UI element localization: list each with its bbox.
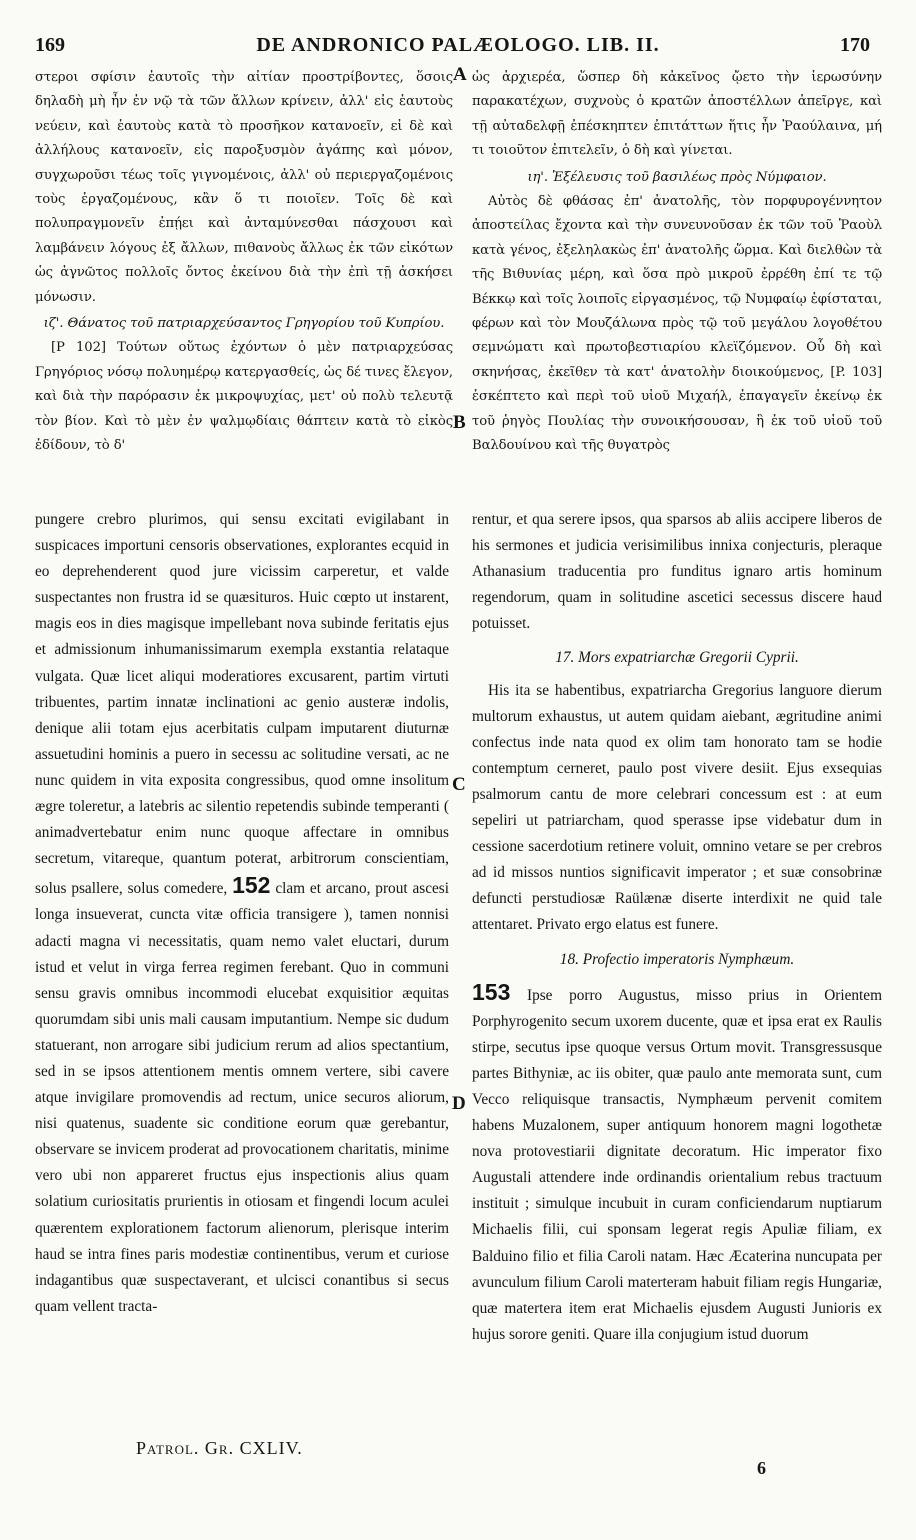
page-marker-153: 153 (472, 978, 511, 1005)
page-number-left: 169 (35, 34, 65, 56)
latin-left-paragraph (35, 507, 449, 1320)
latin-left-text-a: pungere crebro plurimos, qui sensu excitati evigilabant in suspicaces importuni censoris observationes, explorantes ecquid in eo deprehenderent quod jure vicissim carperetur, et valde suspectantes non frustra id se quæsituros. Huic cœpto ut instarent, magis eos in dies magisque impellebant nova subinde feritatis ejus et admissionum inhumanissimarum exempla exstantia relataque vulgata. Quæ licet aliqui moderatiores excusarent, partim virtuti tribuentes, partim innatæ inclinationi ac genio austeræ indolis, denique alii totam ejus acerbitatis culpam imputarent diuturnæ assuetudini hominis a puero in secessu ac solitudine versati, ac ne nunc quidem in vita exposita congressibus, quod omne insolitum ægre toleretur, a latebris ac silentio repetendis subinde temperanti ( animadvertebatur enim nunc quoque affectare in omnibus secretum, vitareque, quantum poterat, arbitrorum conscientiam, solus psallere, solus comedere, (35, 511, 449, 898)
margin-letter-c: C (452, 774, 466, 795)
latin-right-text: Ipse porro Augustus, misso prius in Orientem Porphyrogenito secum uxorem ducente, quæ et ipsa erat ex Raulis stirpe, secutus ipse quoque versus Ortum movit. Transgressusque partes Bithyniæ, ac iis obiter, quæ paulo ante memorata sunt, cum Vecco reliquisque transactis, Nymphæum pervenit comitem habens Muzalonem, super antiquum honorem magni logothetæ nova protovestiarii dignitate decoratum. Hic imperator fixo Augustali attendere inde ordinandis orientalium rebus tractuum instituit ; simulque incubuit in curam conficiendarum nuptiarum Michaelis filii, cui sponsam legerat regis Apuliæ filiam, ex Balduino filio et filia Caroli natam. Hæc Æcaterina nuncupata per avunculum filium Caroli materteram habuit filiam regis Hungariæ, quæ matertera item erat Michaelis ejusdem Augusti Junioris ex hujus sorore geniti. Quare illa conjugium istud duorum (472, 986, 882, 1343)
latin-right-paragraph-3 (472, 979, 882, 1348)
latin-right-paragraph-1: rentur, et qua serere ipsos, qua sparsos ab aliis accipere liberos de his sermones et judicia verisimilibus innixa conjecturis, pleraque Athanasium traducentia pro funditus ignaro artis hominum regendorum, quam in solitudine ascetici secessus discere haud potuisset. (472, 511, 882, 633)
greek-left-paragraph-1: στεροι σφίσιν ἑαυτοῖς τὴν αἰτίαν προστρίβοντες, ὅσοις δηλαδὴ μὴ ἦν ἐν νῷ τὰ τῶν ἄλλων κρίνειν, ἀλλ' εἰς ἑαυτοὺς νεύειν, καὶ ἑαυτοὺς κατὰ τὸ προσῆκον κατανοεῖν, εἰ δὲ καὶ ἀλλήλους κατανοεῖν, εἰς παροξυσμὸν ἀγάπης καὶ μόνον, συγχωροῦσι τέως τοῖς γιγνομένοις, ἀλλ' οὐ περιεργαζομένοις τοὺς ἐργαζομένους, κἂν ὅ τι ποιοῖεν. Τοῖς δὲ καὶ πολυπραγμονεῖν ἐπῄει καὶ ἀνταμύνεσθαι πάσχουσι καὶ λαμβάνειν λόγους ἐξ ἄλλων, πιθανοὺς ἄλλως ἐκ τῶν εἰκότων ὡς ἀγνῶτος πολλοῖς ὄντος ἐκείνου διὰ τὴν ἐπὶ τῇ ἀσκήσει μόνωσιν. (35, 70, 453, 305)
footer-sheet-number: 6 (757, 1458, 767, 1478)
footer-signature: Patrol. Gr. CXLIV. (136, 1438, 303, 1458)
greek-right-paragraph-1: ὡς ἀρχιερέα, ὥσπερ δὴ κἀκεῖνος ᾤετο τὴν ἱερωσύνην παρακατέχων, συχνοὺς ὁ κρατῶν ἀποστέλλων ἀπεῖργε, καὶ τῇ αὐταδελφῇ ἐπέσκηπτεν ἐπιτάττων ἥτις ἦν Ῥαούλαινα, μή τι τοιοῦτον ἐπιτελεῖν, ὁ δὴ καὶ γίνεται. (472, 70, 882, 159)
latin-column-right (472, 507, 882, 1465)
margin-letter-d: D (452, 1093, 466, 1114)
page-number-right: 170 (840, 34, 870, 56)
greek-column-left (35, 66, 453, 501)
latin-column-left (35, 507, 449, 1441)
latin-left-text-b: clam et arcano, prout ascesi longa insueverat, cuncta vitæ officia transigere ), tamen nonnisi adacti magna vi necessitatis, quam nemo valet eluctari, durum istud et velut in virga ferrea regimen ferebant. Quo in communi sensu gravis omnibus incommodi elucebat exquisitior æquitas quorumdam sibi unis mali causam imputantium. Nempe sic dudum statuerant, non arrogare sibi judicium rerum ad alios spectantium, sed in se ipsos attentionem mentis omnem vertere, sibi cavere atque invigilare promovendis ad rectum, unice securos aliorum, nisi quatenus, suadente sic conditione eorum quæ gerebantur, observare se invicem proderat ad provocationem charitatis, minime vero ubi non appareret fructus ejus inspectionis alius quam solatium curiositatis prurientis in otiosam et fingendi locum aculei quærentem explorationem factorum alienorum, plerisque interim haud se intra fines paris modestiæ continentibus, verum et curiose indagantibus quæ suspectaverant, et ulcisci conantibus si secus quam vellent tracta- (35, 880, 449, 1315)
latin-right-paragraph-2: His ita se habentibus, expatriarcha Gregorius languore dierum multorum exhaustus, ut autem quidam aiebant, ægritudine animi confectus inde nata quod ex olim tam honorato tam se hodie contemptum cerneret, paulo post vivere desiit. Ejus exsequias psalmorum cantu de more celebrari concessum est : at eum sepeliri ut patriarcham, quod sperasse ipse videbatur dum in cessione sacerdotium retinere voluit, omnino vetare se per crebros ad id missos nuntios significavit imperator ; et suæ consobrinæ defuncti perstudiosæ Raülænæ diserte interdixit ne quid tale attentaret. Privato ergo elatus est funere. (472, 681, 882, 934)
greek-left-heading: ιζ'. Θάνατος τοῦ πατριαρχεύσαντος Γρηγορίου τοῦ Κυπρίου. (43, 316, 445, 332)
greek-right-paragraph-2: Αὐτὸς δὲ φθάσας ἐπ' ἀνατολῆς, τὸν πορφυρογέννητον ἀποστείλας ἔχοντα καὶ τὴν συνευνοῦσαν ἐκ τῶν τοῦ Ῥαοὺλ κατὰ γένος, ἐξεληλακὼς ἐπ' ἀνατολῆς ὥρμα. Καὶ διελθὼν τὰ τῆς Βιθυνίας μέρη, καὶ ὅσα πρὸ μικροῦ ἐρρέθη ἐπί τε τῷ Βέκκῳ καὶ τοῖς λοιποῖς εἰργασμένος, τῷ Νυμφαίῳ ἐφίσταται, φέρων καὶ τὸν Μουζάλωνα πρὸς τῷ τοῦ μεγάλου λογοθέτου σεμνώματι καὶ πρωτοβεστιαρίου κλεϊζόμενον. Οὗ δὴ καὶ σκηνήσας, ἐκεῖθεν τὰ κατ' ἀνατολὴν διοικούμενος, [P. 103] ἐσκέπτετο καὶ περὶ τοῦ υἱοῦ Μιχαήλ, ἐπαγαγεῖν ἐκείνῳ ἐκ τοῦ ῥηγὸς Πουλίας τὴν συνοικήσουσαν, ἣ ἐκ τοῦ υἱοῦ τοῦ Βαλδουίνου καὶ τῆς θυγατρὸς (472, 194, 882, 454)
margin-letter-b: B (453, 412, 466, 433)
greek-right-heading: ιη'. Ἐξέλευσις τοῦ βασιλέως πρὸς Νύμφαιον. (527, 169, 827, 185)
margin-letter-a: A (453, 64, 467, 85)
greek-column-right (472, 66, 882, 501)
greek-left-paragraph-2: [P 102] Τούτων οὕτως ἐχόντων ὁ μὲν πατριαρχεύσας Γρηγόριος νόσῳ πολυημέρῳ κατεργασθείς, ὡς δέ τινες ἔλεγον, καὶ διὰ τὴν παρόρασιν ἐκ μικροψυχίας, μετ' οὐ πολὺ τελευτᾷ τὸν βίον. Καὶ τὸ μὲν ἐν ψαλμῳδίαις θάπτειν κατὰ τὸ εἰκὸς ἐδίδουν, τὸ δ' (35, 340, 453, 454)
page-marker-152: 152 (232, 872, 271, 899)
running-head: DE ANDRONICO PALÆOLOGO. LIB. II. (256, 34, 660, 56)
latin-right-heading-18: 18. Profectio imperatoris Nymphæum. (559, 950, 795, 968)
latin-right-heading-17: 17. Mors expatriarchæ Gregorii Cyprii. (555, 649, 799, 667)
